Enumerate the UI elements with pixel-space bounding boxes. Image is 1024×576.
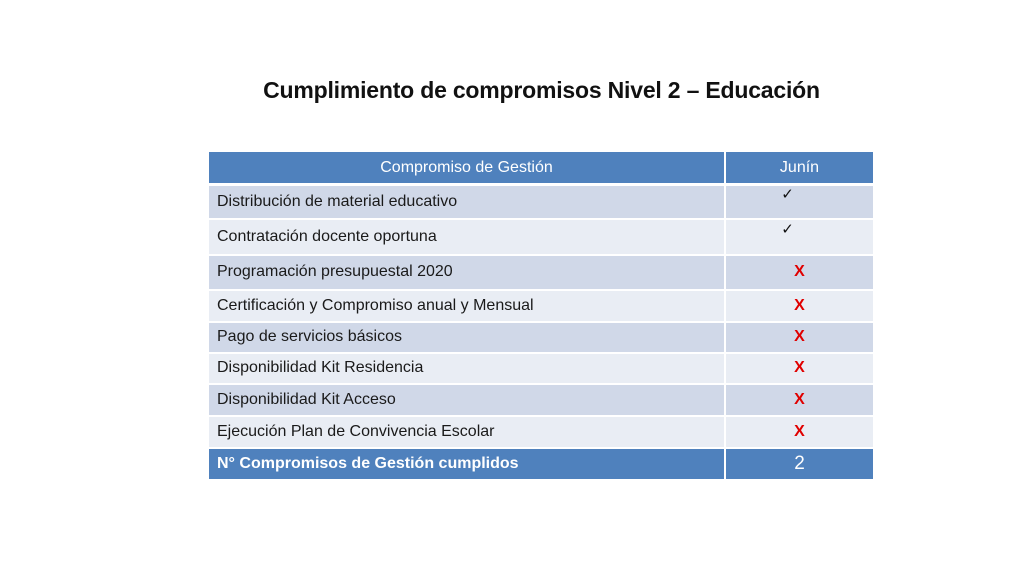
table-row [209, 322, 873, 353]
status-cell [725, 322, 873, 353]
commitment-cell: Pago de servicios básicos [209, 322, 725, 353]
commitment-cell: Ejecución Plan de Convivencia Escolar [209, 416, 725, 448]
total-value: 2 [794, 452, 805, 474]
x-icon: X [794, 422, 805, 440]
check-icon: ✓ [781, 220, 794, 238]
column-header-commitment: Compromiso de Gestión [209, 152, 725, 185]
commitment-cell: Disponibilidad Kit Residencia [209, 353, 725, 384]
slide-title: Cumplimiento de compromisos Nivel 2 – Educación [263, 77, 820, 103]
x-icon: X [794, 359, 805, 376]
table-row [209, 290, 873, 322]
commitments-table [209, 152, 873, 479]
table-row [209, 384, 873, 416]
status-cell [725, 185, 873, 219]
commitment-cell: Contratación docente oportuna [209, 219, 725, 255]
total-label: N° Compromisos de Gestión cumplidos [209, 448, 725, 479]
commitment-cell: Programación presupuestal 2020 [209, 255, 725, 290]
x-icon: X [794, 390, 805, 408]
table-header-row [209, 152, 873, 185]
total-row [209, 448, 873, 479]
table-row [209, 416, 873, 448]
status-cell [725, 353, 873, 384]
total-value-cell [725, 448, 873, 479]
x-icon: X [794, 263, 805, 280]
commitment-cell: Distribución de material educativo [209, 185, 725, 219]
check-icon: ✓ [781, 185, 794, 204]
x-icon: X [794, 296, 805, 314]
x-icon: X [794, 328, 805, 345]
status-cell [725, 416, 873, 448]
status-cell [725, 255, 873, 290]
column-header-region: Junín [725, 152, 873, 185]
commitment-cell: Disponibilidad Kit Acceso [209, 384, 725, 416]
table-row [209, 185, 873, 219]
commitment-cell: Certificación y Compromiso anual y Mensual [209, 290, 725, 322]
table-row [209, 353, 873, 384]
status-cell [725, 384, 873, 416]
status-cell [725, 290, 873, 322]
table-row [209, 255, 873, 290]
table-row [209, 219, 873, 255]
status-cell [725, 219, 873, 255]
